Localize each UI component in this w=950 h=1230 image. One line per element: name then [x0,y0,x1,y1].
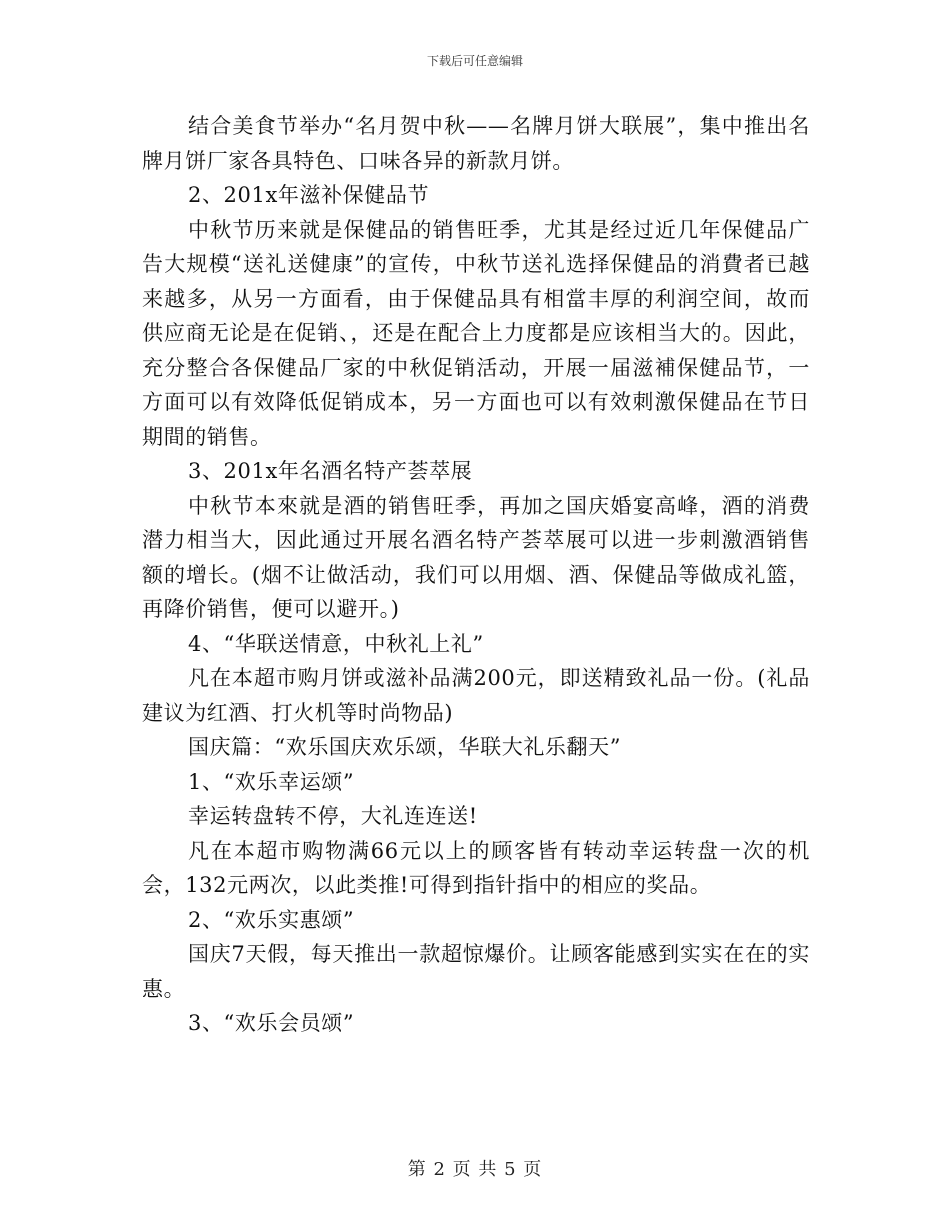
document-body [142,109,810,1041]
paragraph-lucky-wheel-slogan: 幸运转盘转不停，大礼连连送! [188,804,478,828]
heading-gift-promo: 4、“华联送情意，中秋礼上礼” [188,631,484,656]
paragraph-liquor-expo: 中秋节本來就是酒的销售旺季，再加之国庆婚宴高峰，酒的消费潜力相当大，因此通过开展名酒名特产荟萃展可以进一步刺激酒销售额的增长。(烟不让做活动，我们可以用烟、酒、保健品等做成礼篮，再降价销售，便可以避开。) [142,493,810,621]
heading-national-day: 国庆篇：“欢乐国庆欢乐颂，华联大礼乐翻天” [188,735,622,759]
paragraph-daily-deals: 国庆7天假，每天推出一款超惊爆价。让顾客能感到实实在在的实惠。 [142,942,810,1001]
paragraph-gift-promo: 凡在本超市购月饼或滋补品满200元，即送精致礼品一份。(礼品建议为红酒、打火机等时尚物品) [142,666,810,725]
paragraph-health-festival: 中秋节历来就是保健品的销售旺季，尤其是经过近几年保健品广告大规模“送礼送健康”的宣传，中秋节送礼选择保健品的消費者已越来越多，从另一方面看，由于保健品具有相當丰厚的利润空间，故而供应商无论是在促销、，还是在配合上力度都是应该相当大的。因此，充分整合各保健品厂家的中秋促销活动，开展一届滋補保健品节，一方面可以有效降低促销成本，另一方面也可以有效刺激保健品在节日期間的销售。 [142,217,810,449]
page-number: 第 2 页 共 5 页 [407,1159,543,1180]
heading-liquor-expo: 3、201x年名酒名特产荟萃展 [188,459,473,483]
heading-daily-deals: 2、“欢乐实惠颂” [188,907,355,932]
page-header: 下载后可任意编辑 [426,54,523,68]
heading-lucky-wheel: 1、“欢乐幸运颂” [188,769,355,794]
paragraph-lucky-wheel-rules: 凡在本超市购物满66元以上的顾客皆有转动幸运转盘一次的机会，132元两次，以此类推!可得到指针指中的相应的奖品。 [142,838,810,897]
heading-member-event: 3、“欢乐会员颂” [188,1011,355,1035]
heading-health-festival: 2、201x年滋补保健品节 [188,183,430,207]
paragraph-mooncake-expo: 结合美食节举办“名月贺中秋——名牌月饼大联展”，集中推出名牌月饼厂家各具特色、口味各异的新款月饼。 [142,114,810,173]
